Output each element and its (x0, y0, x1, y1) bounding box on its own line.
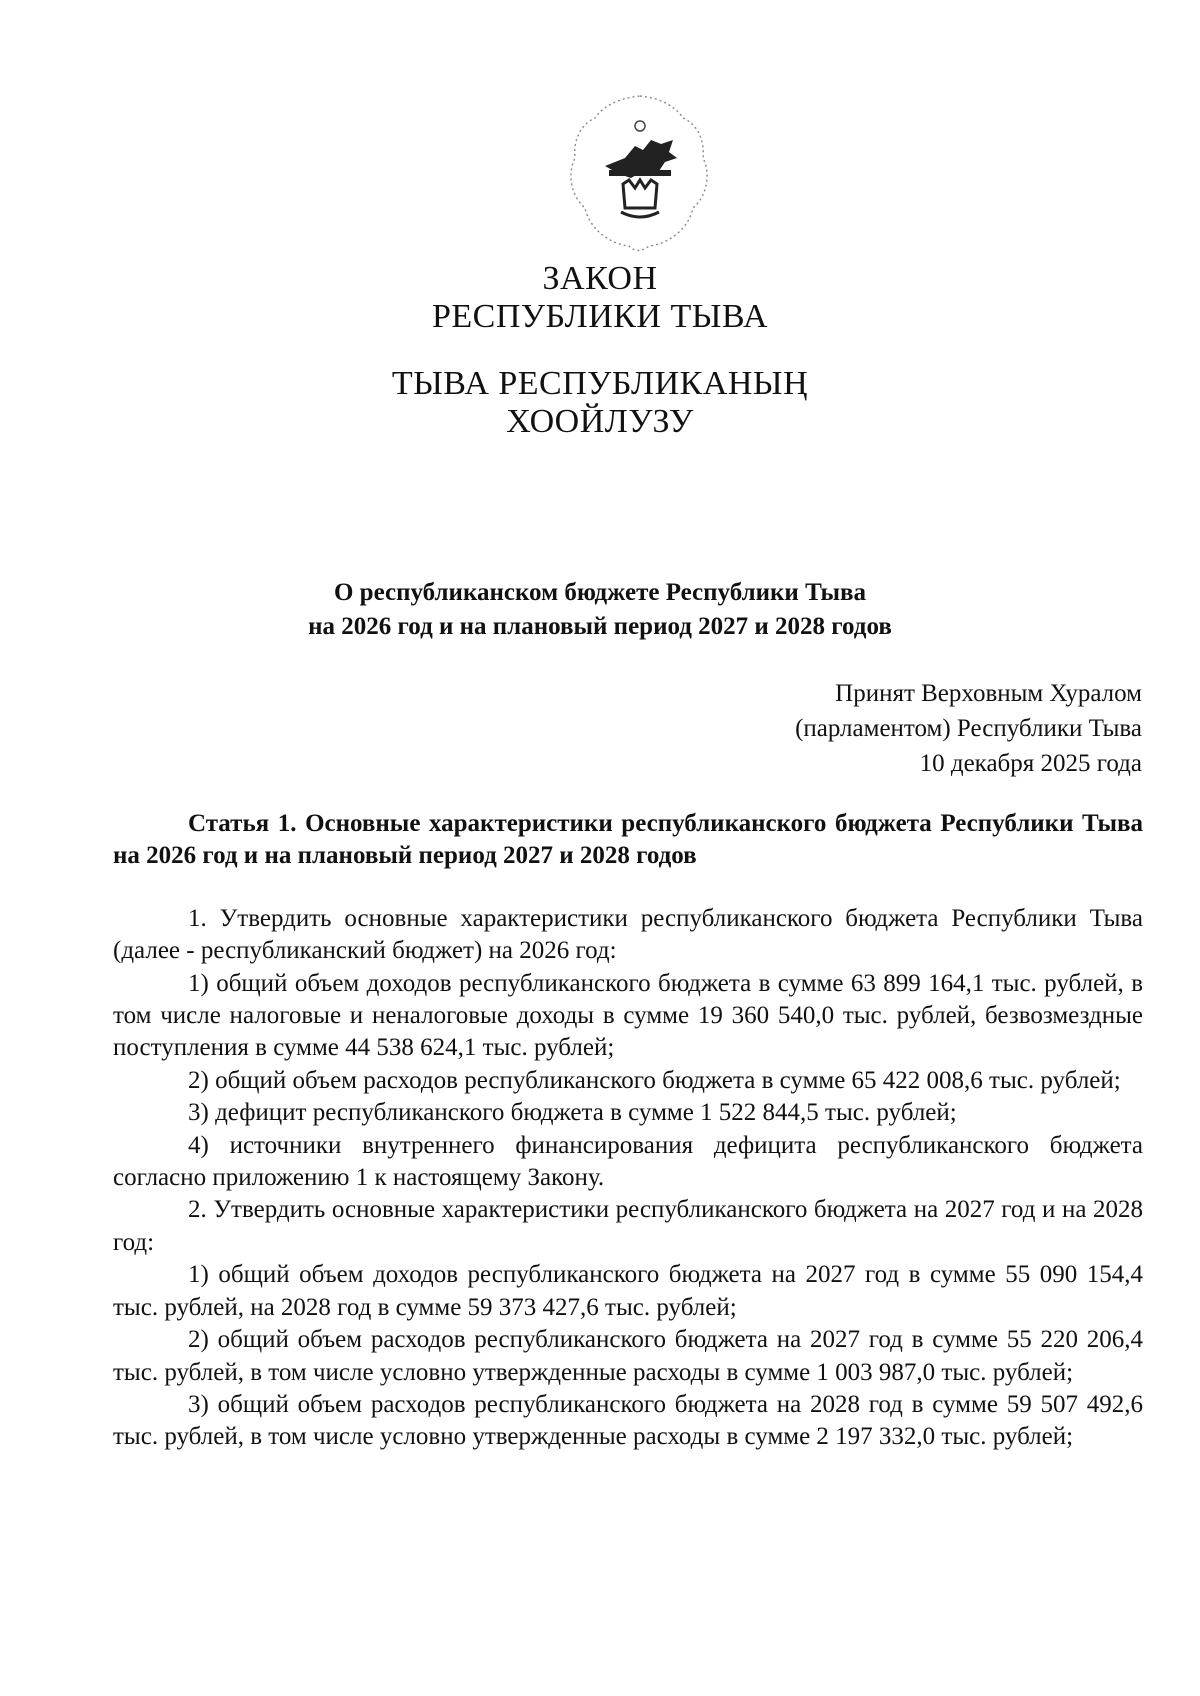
paragraph: 4) источники внутреннего финансирования дефицита республиканского бюджета согласно приложению 1 к настоящему Закону. (113, 1131, 1143, 1192)
adopted-line1: Принят Верховным Хуралом (835, 680, 1142, 707)
subject-line2: на 2026 год и на плановый период 2027 и 2028 годов (308, 613, 892, 640)
law-subject (0, 576, 1200, 644)
title-ru-line2: РЕСПУБЛИКИ ТЫВА (431, 298, 768, 335)
article-1 (113, 808, 1143, 1454)
paragraph: 1) общий объем доходов республиканского бюджета на 2027 год в сумме 55 090 154,4 тыс. рублей, на 2028 год в сумме 59 373 427,6 тыс. рублей; (113, 1261, 1143, 1321)
adopted-line2: (парламентом) Республики Тыва (795, 715, 1142, 742)
title-tv-line1: ТЫВА РЕСПУБЛИКАНЫҢ (391, 365, 809, 402)
law-title-tuvan (0, 365, 1200, 441)
paragraph: 1. Утвердить основные характеристики республиканского бюджета Республики Тыва (далее - республиканский бюджет) на 2026 год: (113, 904, 1143, 965)
subject-line1: О республиканском бюджете Республики Тыва (333, 579, 867, 606)
article-heading: Статья 1. Основные характеристики республиканского бюджета Республики Тыва на 2026 год и на плановый период 2027 и 2028 годов (113, 810, 1143, 870)
paragraph: 2) общий объем расходов республиканского бюджета в сумме 65 422 008,6 тыс. рублей; (188, 1066, 1121, 1094)
adopted-line3: 10 декабря 2025 года (919, 750, 1142, 777)
paragraph: 3) дефицит республиканского бюджета в сумме 1 522 844,5 тыс. рублей; (188, 1099, 957, 1127)
law-title-russian (0, 260, 1200, 336)
paragraph: 2) общий объем расходов республиканского бюджета на 2027 год в сумме 55 220 206,4 тыс. рублей, в том числе условно утвержденные расходы в сумме 1 003 987,0 тыс. рублей; (113, 1326, 1143, 1386)
paragraph: 3) общий объем расходов республиканского бюджета на 2028 год в сумме 59 507 492,6 тыс. рублей, в том числе условно утвержденные расходы в сумме 2 197 332,0 тыс. рублей; (113, 1390, 1143, 1451)
coat-of-arms-emblem (565, 88, 715, 258)
adoption-note (795, 676, 1142, 781)
paragraph: 2. Утвердить основные характеристики республиканского бюджета на 2027 год и на 2028 год: (113, 1196, 1143, 1256)
title-tv-line2: ХООЙЛУЗУ (506, 403, 694, 440)
paragraph: 1) общий объем доходов республиканского бюджета в сумме 63 899 164,1 тыс. рублей, в том числе налоговые и неналоговые доходы в сумме 19 360 540,0 тыс. рублей, безвозмездные поступления в сумме 44 538 624,1 тыс. рублей; (113, 969, 1143, 1062)
title-ru-line1: ЗАКОН (542, 260, 658, 297)
